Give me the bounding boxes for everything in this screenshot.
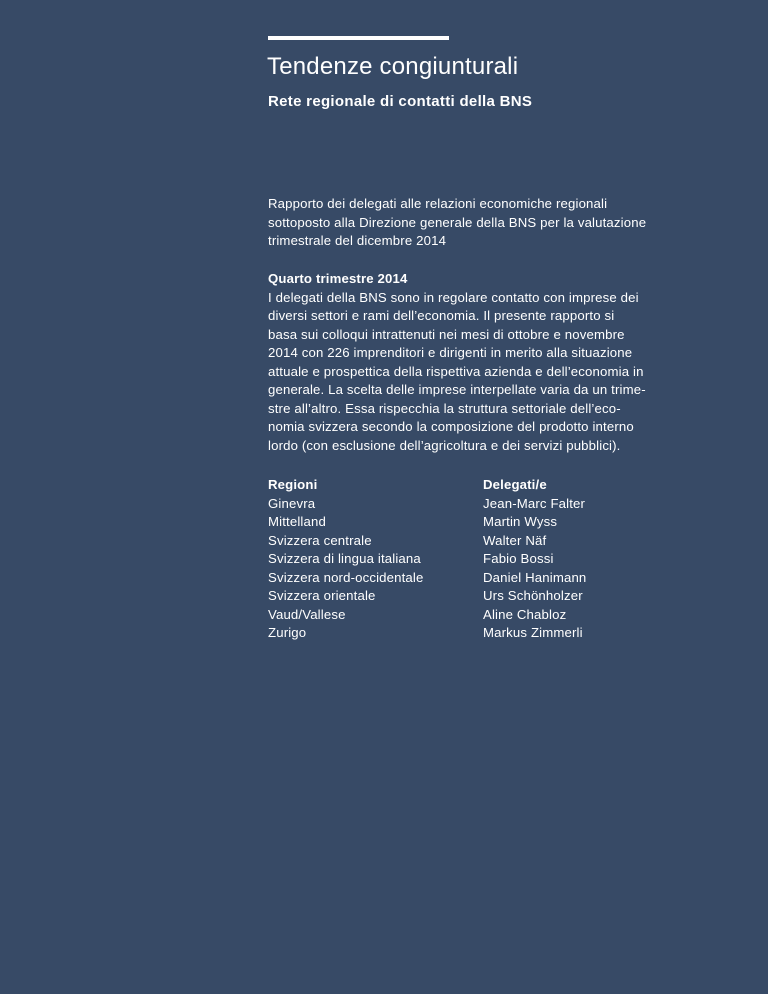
quarter-line: diversi settori e rami dell’economia. Il presente rapporto si	[268, 308, 615, 323]
region-item: Vaud/Vallese	[268, 606, 346, 622]
quarter-line: basa sui colloqui intrattenuti nei mesi di ottobre e novembre	[268, 326, 625, 342]
delegate-item: Urs Schönholzer	[483, 588, 583, 603]
quarter-line: attuale e prospettica della rispettiva azienda e dell’economia in	[268, 363, 644, 379]
region-item: Ginevra	[268, 495, 316, 511]
regions-column	[268, 476, 423, 643]
delegate-item: Daniel Hanimann	[483, 569, 587, 585]
region-item: Mittelland	[268, 514, 326, 529]
quarter-line: 2014 con 226 imprenditori e dirigenti in merito alla situazione	[268, 345, 633, 360]
delegate-item: Walter Näf	[483, 532, 547, 548]
page-title: Tendenze congiunturali	[267, 53, 519, 80]
intro-line: trimestrale del dicembre 2014	[268, 233, 447, 248]
regions-heading: Regioni	[268, 477, 318, 492]
region-item: Svizzera orientale	[268, 588, 376, 603]
quarter-line: generale. La scelta delle imprese interpellate varia da un trime-	[268, 382, 646, 397]
page-subtitle: Rete regionale di contatti della BNS	[268, 93, 533, 110]
delegates-heading: Delegati/e	[483, 477, 547, 492]
quarter-line: stre all’altro. Essa rispecchia la struttura settoriale dell’eco-	[268, 400, 621, 416]
delegate-item: Fabio Bossi	[483, 551, 554, 566]
delegates-column	[483, 476, 586, 643]
quarter-line: I delegati della BNS sono in regolare contatto con imprese dei	[268, 289, 639, 305]
quarter-line: nomia svizzera secondo la composizione del prodotto interno	[268, 419, 634, 434]
region-item: Svizzera nord-occidentale	[268, 569, 424, 585]
quarter-heading: Quarto trimestre 2014	[268, 271, 408, 286]
intro-line: sottoposto alla Direzione generale della BNS per la valutazione	[268, 214, 647, 230]
quarter-line: lordo (con esclusione dell’agricoltura e dei servizi pubblici).	[268, 437, 621, 453]
delegate-item: Jean-Marc Falter	[483, 495, 586, 511]
delegate-item: Aline Chabloz	[483, 606, 567, 622]
delegate-item: Martin Wyss	[483, 514, 558, 529]
quarter-body	[268, 289, 708, 456]
region-item: Svizzera centrale	[268, 532, 372, 548]
delegate-item: Markus Zimmerli	[483, 625, 583, 640]
region-item: Zurigo	[268, 625, 307, 640]
intro-paragraph	[268, 195, 708, 251]
title-rule	[268, 36, 449, 40]
intro-line: Rapporto dei delegati alle relazioni economiche regionali	[268, 196, 608, 211]
quarter-section	[268, 270, 708, 455]
region-item: Svizzera di lingua italiana	[268, 551, 421, 566]
